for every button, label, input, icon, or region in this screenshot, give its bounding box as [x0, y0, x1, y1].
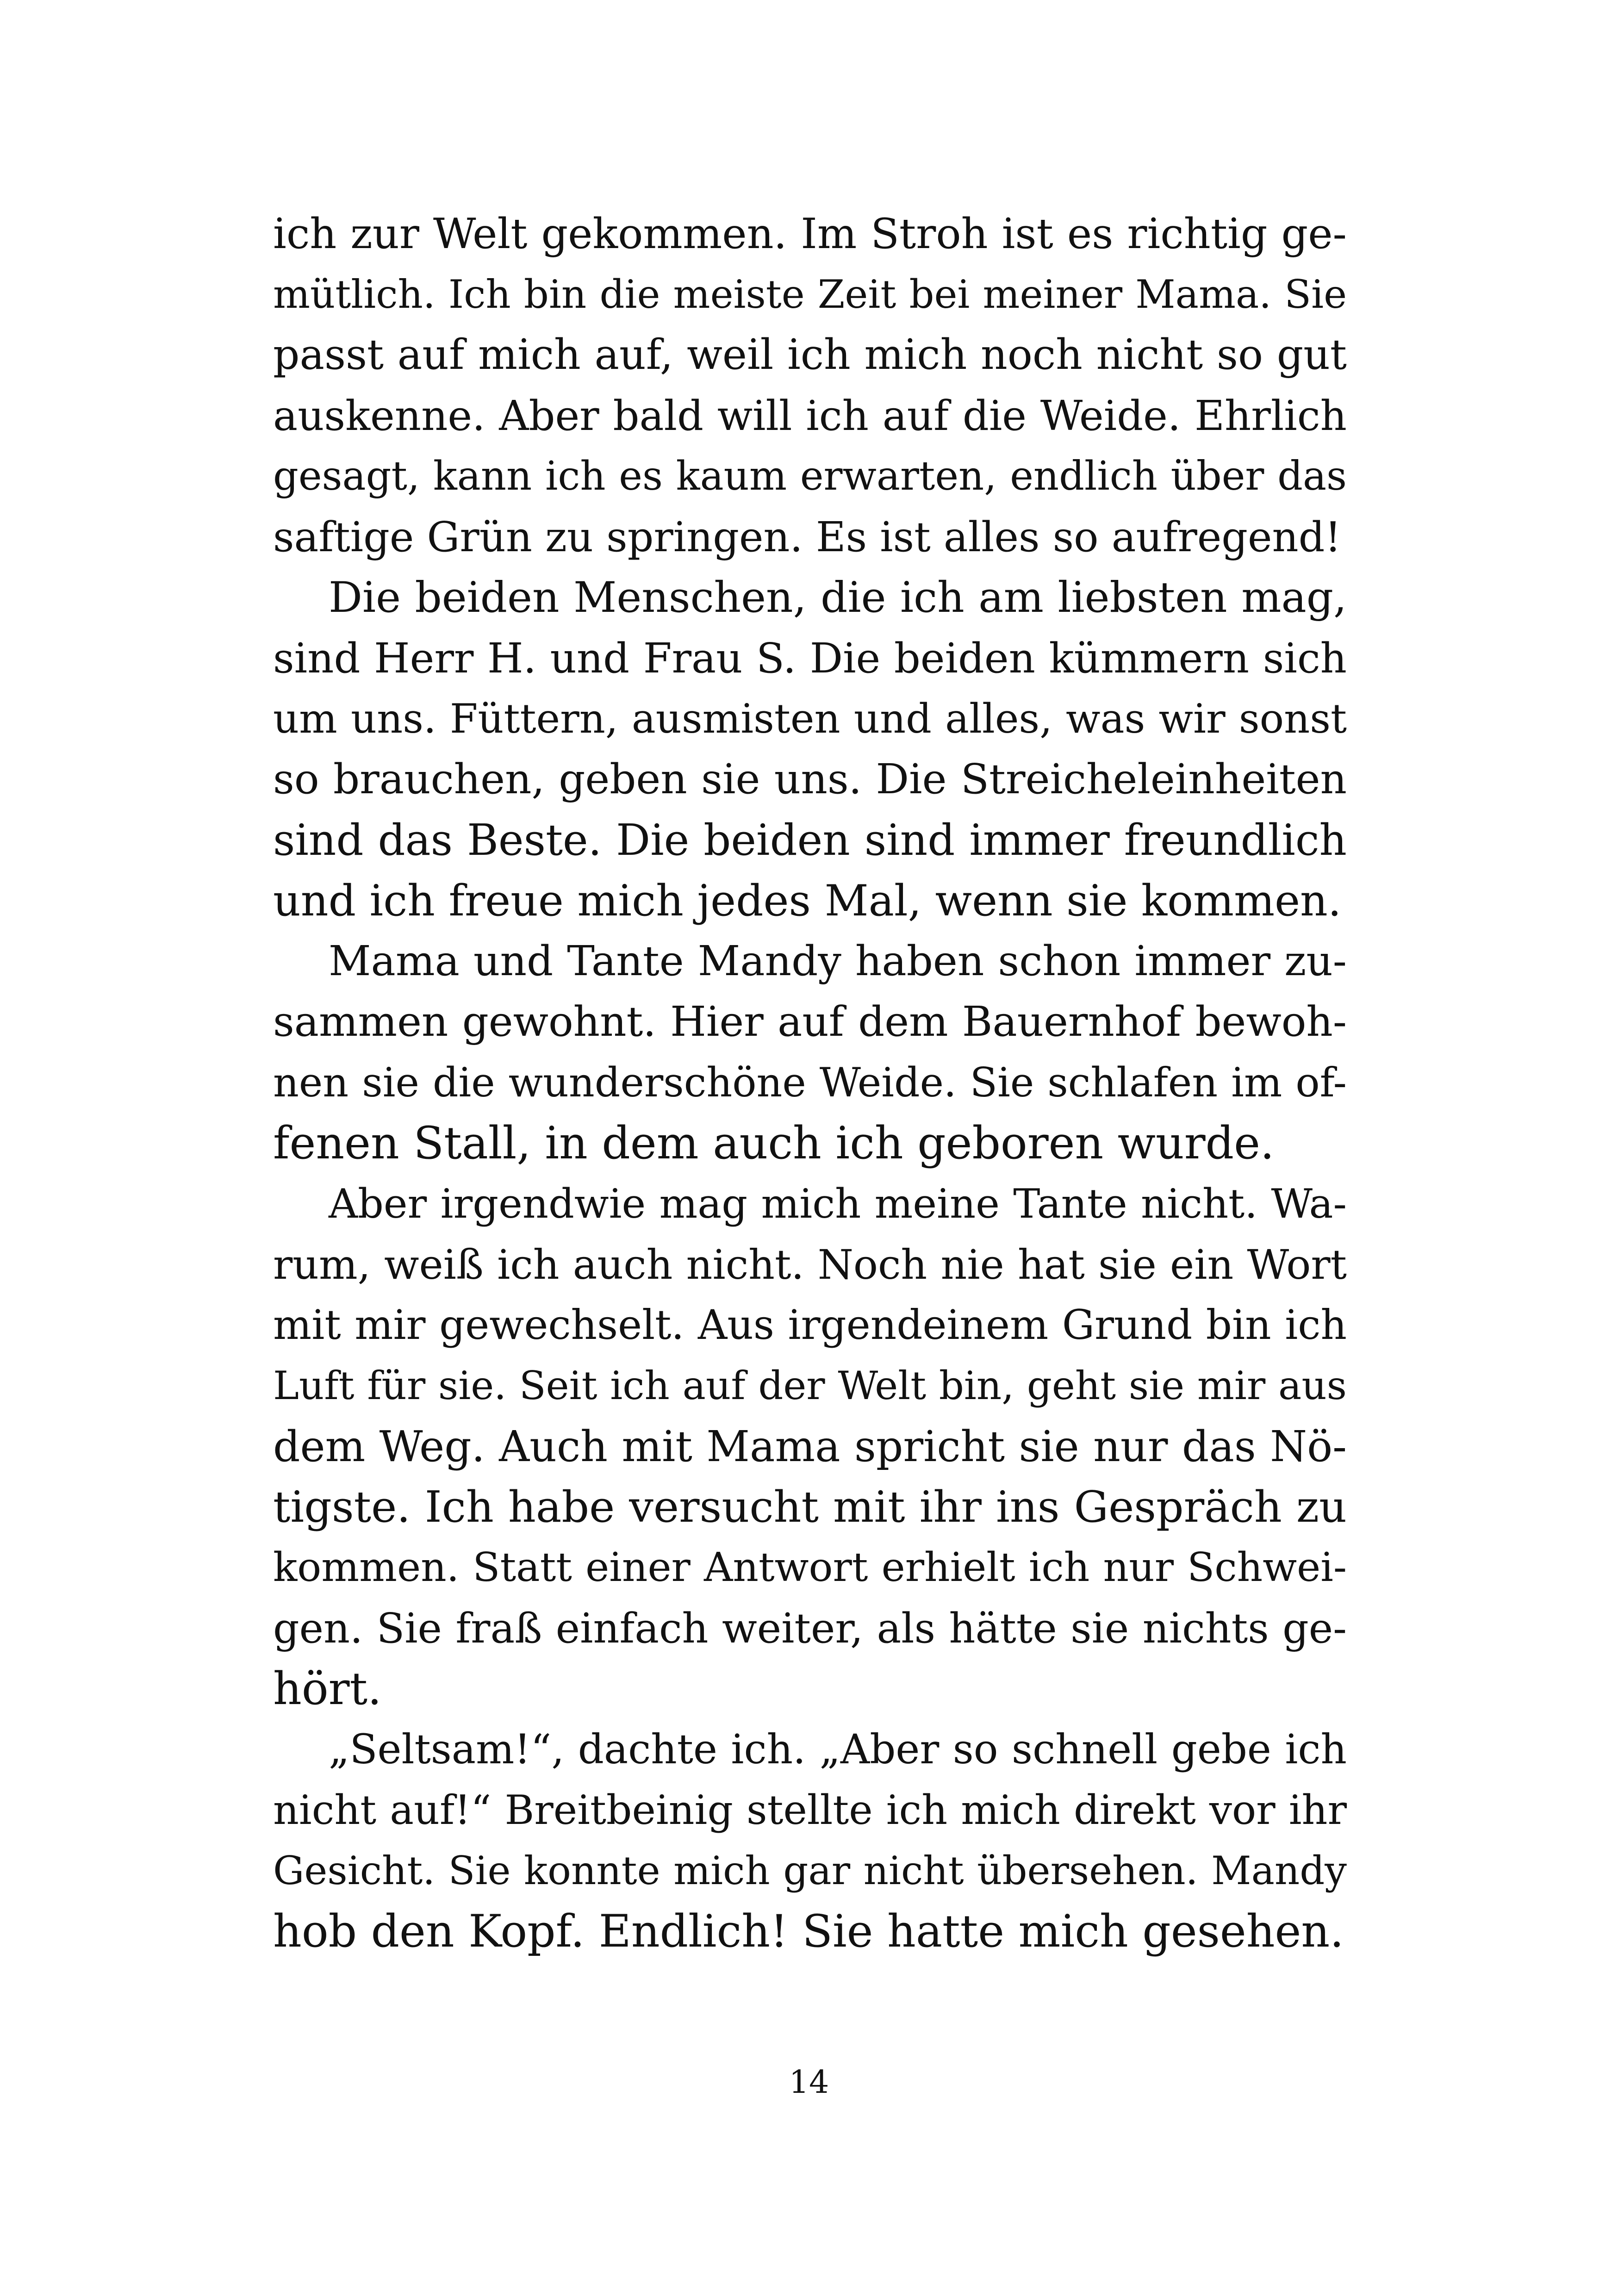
- text-line: sind das Beste. Die beiden sind immer freundlich: [273, 815, 1347, 865]
- page-number: 14: [789, 2064, 829, 2101]
- text-line: gesagt, kann ich es kaum erwarten, endlich über das: [273, 453, 1347, 499]
- text-line: nen sie die wunderschöne Weide. Sie schlafen im of-: [273, 1059, 1347, 1106]
- text-line: rum, weiß ich auch nicht. Noch nie hat sie ein Wort: [273, 1241, 1347, 1288]
- text-line: hört.: [273, 1663, 382, 1715]
- text-line: Mama und Tante Mandy haben schon immer zu-: [329, 937, 1347, 985]
- text-line: Aber irgendwie mag mich meine Tante nicht. Wa-: [329, 1180, 1347, 1227]
- text-line: Luft für sie. Seit ich auf der Welt bin, geht sie mir aus: [273, 1363, 1347, 1408]
- text-line: mit mir gewechselt. Aus irgendeinem Grund bin ich: [273, 1301, 1347, 1349]
- text-line: fenen Stall, in dem auch ich geboren wurde.: [273, 1117, 1275, 1169]
- text-line: sind Herr H. und Frau S. Die beiden kümmern sich: [273, 634, 1347, 682]
- text-line: nicht auf!“ Breitbeinig stellte ich mich direkt vor ihr: [273, 1787, 1347, 1834]
- paragraph-2: [273, 567, 1347, 931]
- text-line: sammen gewohnt. Hier auf dem Bauernhof bewoh-: [273, 998, 1347, 1046]
- text-line: um uns. Füttern, ausmisten und alles, was wir sonst: [273, 695, 1347, 742]
- text-line: ich zur Welt gekommen. Im Stroh ist es richtig ge-: [273, 210, 1347, 258]
- text-line: hob den Kopf. Endlich! Sie hatte mich gesehen.: [273, 1905, 1344, 1957]
- paragraph-1: [273, 204, 1347, 567]
- text-line: kommen. Statt einer Antwort erhielt ich nur Schwei-: [273, 1544, 1347, 1591]
- body-text: [273, 204, 1347, 1962]
- paragraph-5: [273, 1719, 1347, 1962]
- text-line: „Seltsam!“, dachte ich. „Aber so schnell gebe ich: [329, 1726, 1347, 1773]
- text-line: auskenne. Aber bald will ich auf die Weide. Ehrlich: [273, 392, 1347, 440]
- text-line: dem Weg. Auch mit Mama spricht sie nur das Nö-: [273, 1422, 1347, 1471]
- paragraph-4: [273, 1174, 1347, 1719]
- text-line: Die beiden Menschen, die ich am liebsten mag,: [329, 573, 1347, 622]
- paragraph-3: [273, 931, 1347, 1174]
- text-line: tigste. Ich habe versucht mit ihr ins Gespräch zu: [273, 1482, 1347, 1532]
- text-line: mütlich. Ich bin die meiste Zeit bei meiner Mama. Sie: [273, 272, 1347, 317]
- text-line: gen. Sie fraß einfach weiter, als hätte sie nichts ge-: [273, 1605, 1347, 1652]
- text-line: Gesicht. Sie konnte mich gar nicht übersehen. Mandy: [273, 1848, 1347, 1893]
- text-line: passt auf mich auf, weil ich mich noch nicht so gut: [273, 331, 1347, 379]
- text-line: so brauchen, geben sie uns. Die Streicheleinheiten: [273, 755, 1347, 803]
- text-line: saftige Grün zu springen. Es ist alles so aufregend!: [273, 513, 1342, 561]
- text-line: und ich freue mich jedes Mal, wenn sie kommen.: [273, 876, 1342, 926]
